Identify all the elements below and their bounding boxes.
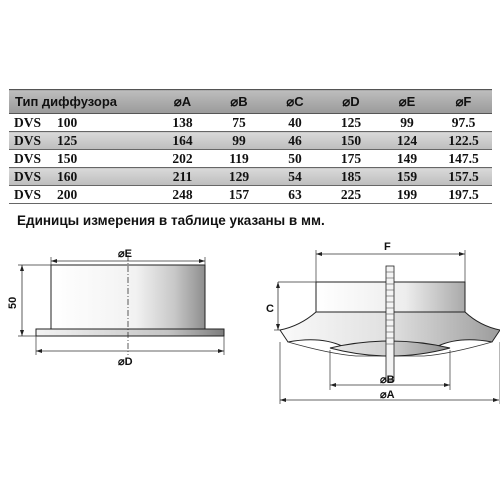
value-c: 63 xyxy=(267,186,323,204)
header-d: ⌀D xyxy=(323,90,379,114)
value-e: 124 xyxy=(379,132,435,150)
table-row xyxy=(9,186,492,204)
value-f: 197.5 xyxy=(435,186,492,204)
section-view-drawing xyxy=(260,238,500,413)
table-row xyxy=(9,132,492,150)
value-f: 122.5 xyxy=(435,132,492,150)
value-a: 248 xyxy=(154,186,211,204)
size-label: 125 xyxy=(57,132,78,148)
type-cell xyxy=(9,168,154,186)
type-cell xyxy=(9,150,154,168)
center-rod xyxy=(386,266,394,381)
value-f: 157.5 xyxy=(435,168,492,186)
header-e: ⌀E xyxy=(379,90,435,114)
value-a: 202 xyxy=(154,150,211,168)
value-b: 119 xyxy=(211,150,267,168)
header-c: ⌀C xyxy=(267,90,323,114)
value-d: 125 xyxy=(323,114,379,132)
side-view-drawing xyxy=(0,245,240,375)
value-c: 54 xyxy=(267,168,323,186)
dimension-c-label: C xyxy=(266,303,274,315)
size-label: 150 xyxy=(57,150,78,166)
model-label: DVS xyxy=(14,150,42,166)
units-note: Единицы измерения в таблице указаны в мм. xyxy=(17,213,325,228)
value-e: 99 xyxy=(379,114,435,132)
value-c: 46 xyxy=(267,132,323,150)
value-a: 211 xyxy=(154,168,211,186)
header-f: ⌀F xyxy=(435,90,492,114)
value-a: 164 xyxy=(154,132,211,150)
header-a: ⌀A xyxy=(154,90,211,114)
model-label: DVS xyxy=(14,132,42,148)
table-row xyxy=(9,114,492,132)
size-label: 100 xyxy=(57,114,78,130)
type-cell xyxy=(9,114,154,132)
value-d: 175 xyxy=(323,150,379,168)
header-type: Тип диффузора xyxy=(9,90,154,114)
value-d: 185 xyxy=(323,168,379,186)
type-cell xyxy=(9,186,154,204)
type-cell xyxy=(9,132,154,150)
table-header-row xyxy=(9,90,492,114)
value-e: 149 xyxy=(379,150,435,168)
value-e: 159 xyxy=(379,168,435,186)
dimensions-table xyxy=(9,89,492,204)
model-label: DVS xyxy=(14,186,42,202)
value-d: 225 xyxy=(323,186,379,204)
size-label: 200 xyxy=(57,186,78,202)
value-e: 199 xyxy=(379,186,435,204)
table-row xyxy=(9,150,492,168)
value-b: 75 xyxy=(211,114,267,132)
model-label: DVS xyxy=(14,168,42,184)
table-row xyxy=(9,168,492,186)
size-label: 160 xyxy=(57,168,78,184)
value-b: 129 xyxy=(211,168,267,186)
value-a: 138 xyxy=(154,114,211,132)
dimension-a-label: ⌀A xyxy=(380,389,395,401)
dimension-d-label: ⌀D xyxy=(118,356,133,368)
value-c: 40 xyxy=(267,114,323,132)
body-flange xyxy=(36,329,224,336)
dimensions-table-container xyxy=(9,89,492,204)
dimension-e-label: ⌀E xyxy=(118,248,132,260)
value-b: 99 xyxy=(211,132,267,150)
dimension-f-label: F xyxy=(384,241,391,253)
dimension-height-label: 50 xyxy=(7,296,19,309)
value-d: 150 xyxy=(323,132,379,150)
value-b: 157 xyxy=(211,186,267,204)
value-f: 147.5 xyxy=(435,150,492,168)
value-f: 97.5 xyxy=(435,114,492,132)
dimension-b-label: ⌀B xyxy=(380,374,395,386)
header-b: ⌀B xyxy=(211,90,267,114)
model-label: DVS xyxy=(14,114,42,130)
value-c: 50 xyxy=(267,150,323,168)
